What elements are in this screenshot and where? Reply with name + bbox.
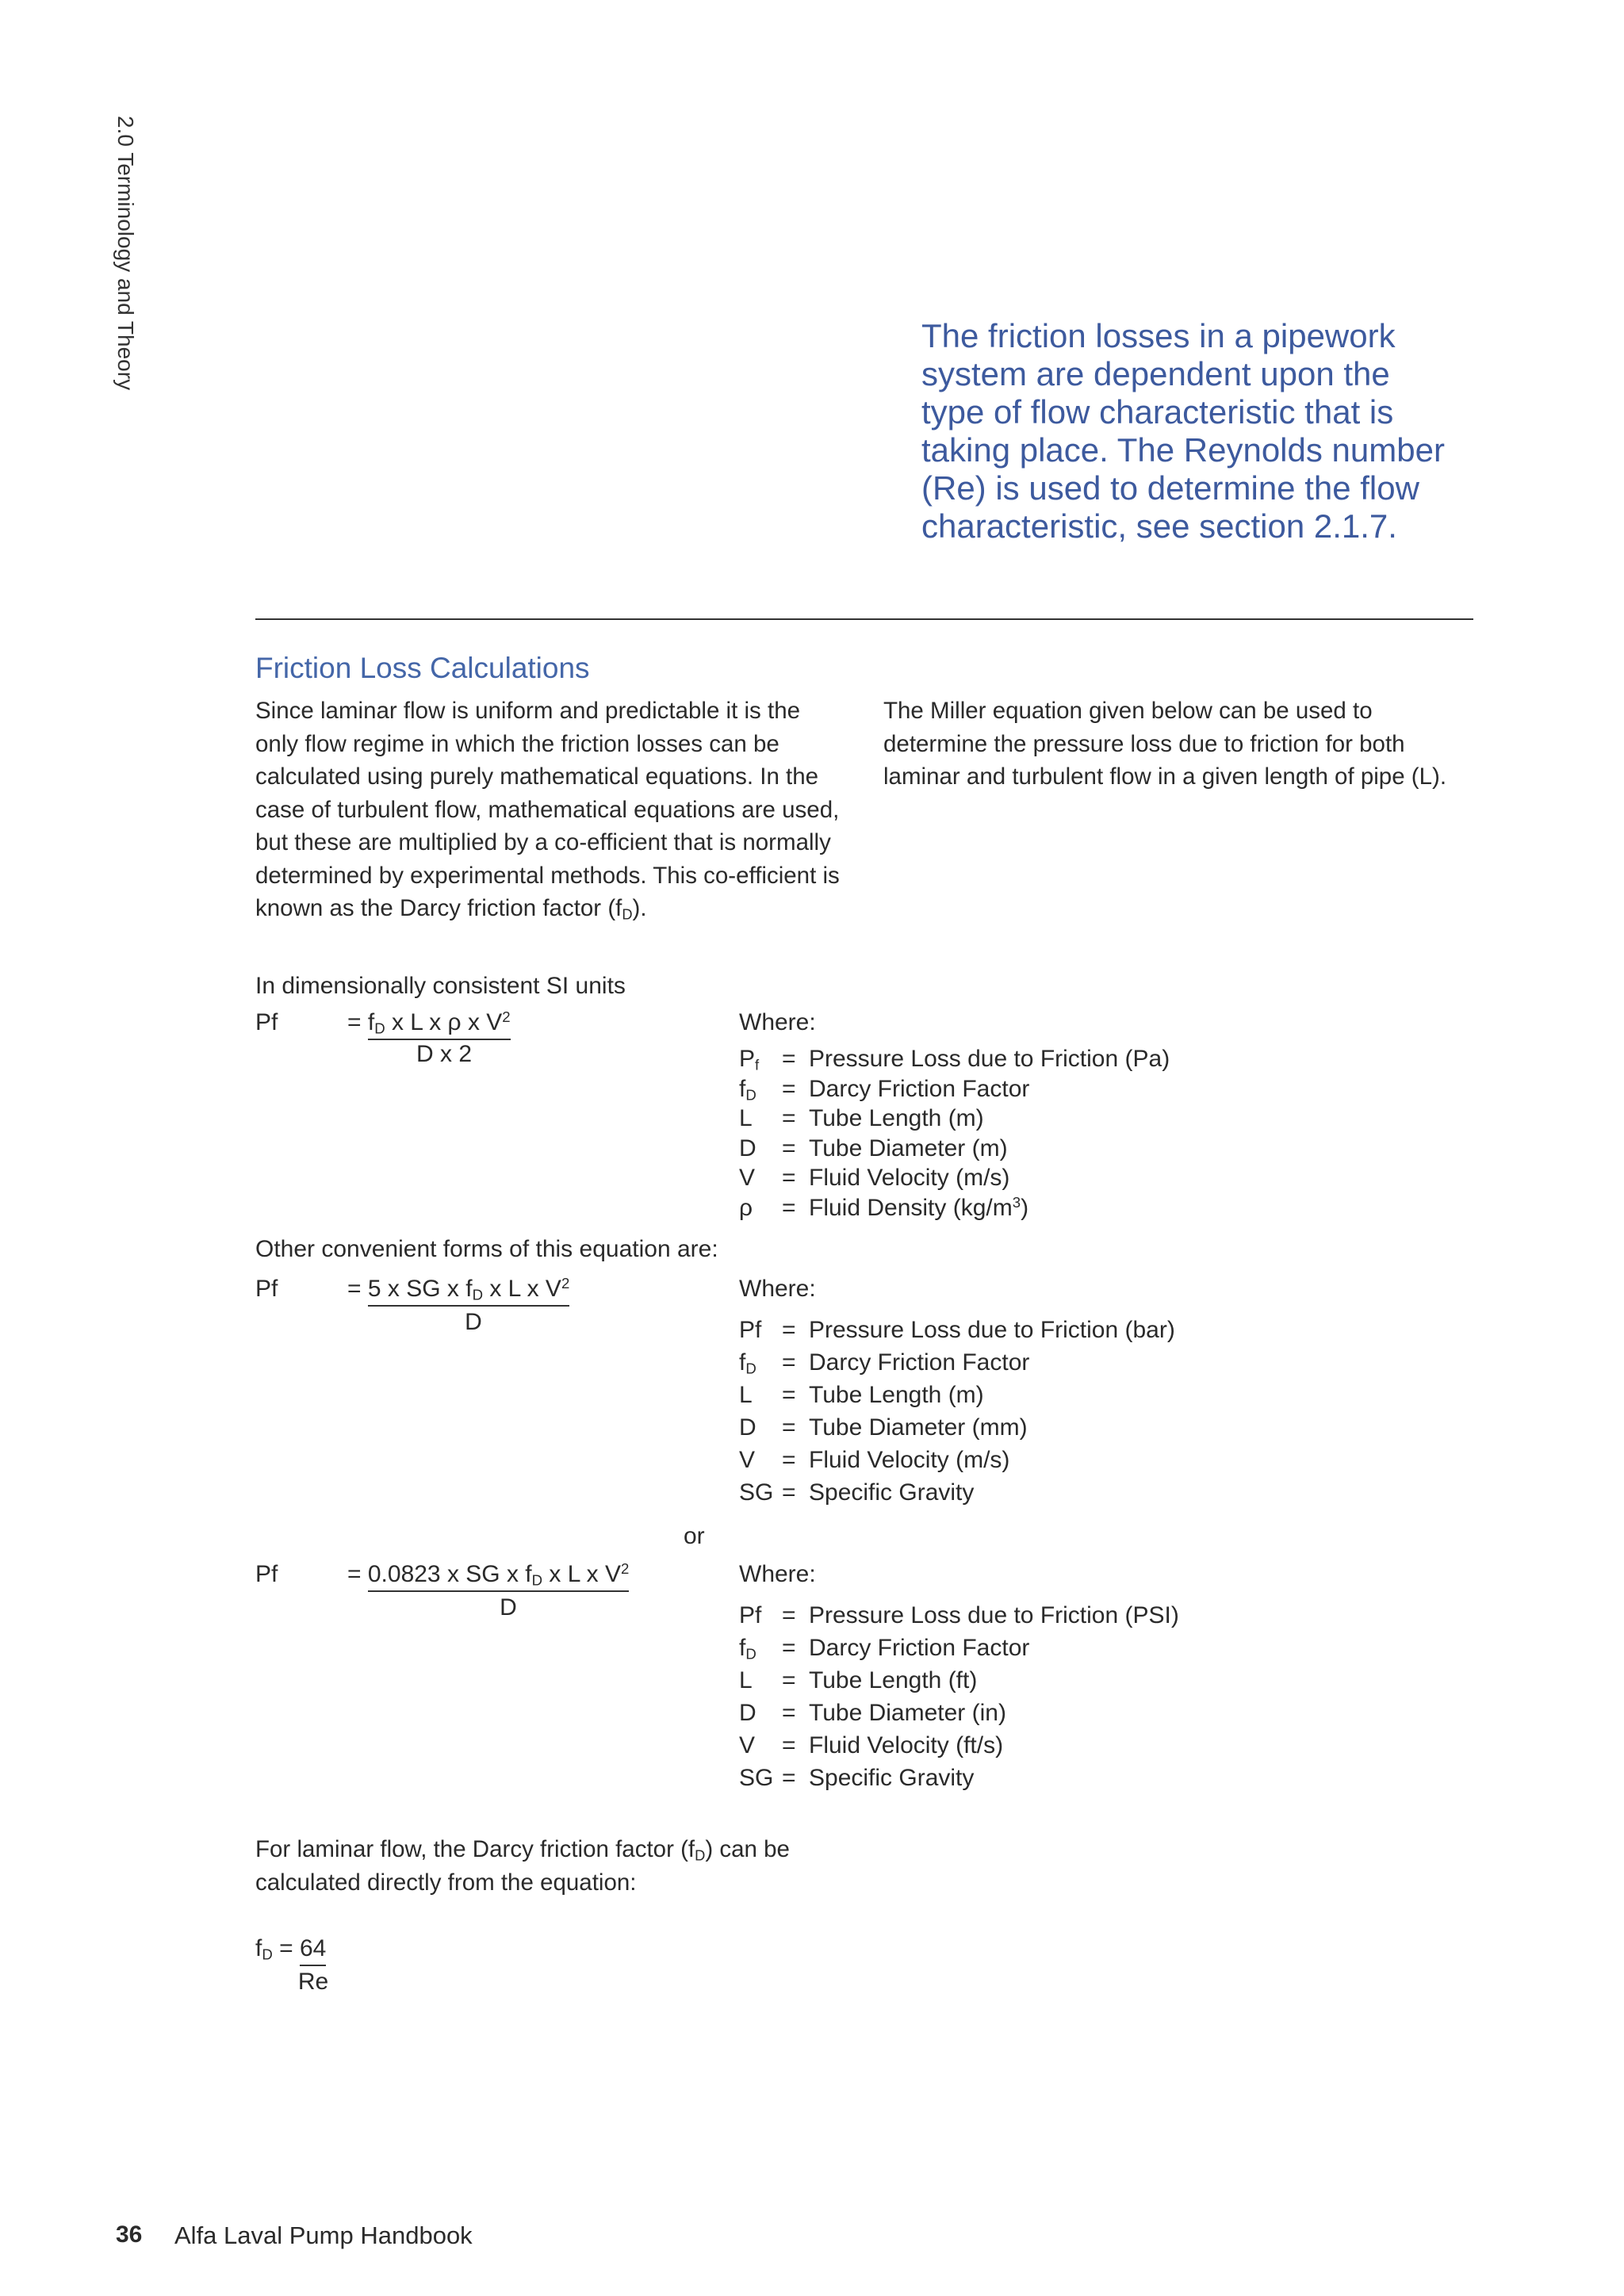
- definition-symbol: D: [739, 1700, 756, 1726]
- definition-symbol: ρ: [739, 1194, 753, 1221]
- definition-equals: =: [782, 1700, 796, 1726]
- definition-description: Fluid Velocity (m/s): [809, 1165, 1010, 1191]
- eq1-numerator: = $f_D$ x L x ρ x $V^2$: [347, 1008, 511, 1040]
- definition-description: Tube Length (m): [809, 1382, 984, 1408]
- definition-symbol: D: [739, 1414, 756, 1441]
- definition-symbol: SG: [739, 1479, 774, 1506]
- definitions-list-3: [739, 1601, 1294, 1808]
- definition-symbol: $f_D$: [739, 1075, 756, 1104]
- definition-symbol: V: [739, 1732, 756, 1758]
- definition-symbol: Pf: [739, 1602, 762, 1628]
- definition-description: Specific Gravity: [809, 1479, 975, 1506]
- definition-equals: =: [782, 1382, 796, 1408]
- definition-description: Darcy Friction Factor: [809, 1349, 1030, 1376]
- definition-symbol: Pf: [739, 1317, 762, 1343]
- definition-symbol: SG: [739, 1765, 774, 1791]
- definition-equals: =: [782, 1414, 796, 1441]
- or-separator: or: [684, 1523, 705, 1549]
- definition-description: Fluid Velocity (ft/s): [809, 1732, 1004, 1758]
- definition-equals: =: [782, 1602, 796, 1628]
- eq1-denominator: D x 2: [416, 1041, 473, 1067]
- definition-symbol: L: [739, 1667, 753, 1693]
- eq3-denominator: D: [500, 1594, 517, 1621]
- definition-description: Fluid Density $(kg/m^3)$: [809, 1193, 1029, 1221]
- definition-equals: =: [782, 1105, 796, 1131]
- eq2-numerator: = 5 x SG x $f_D$ x L x $V^2$: [347, 1275, 569, 1307]
- section-side-label: 2.0 Terminology and Theory: [113, 116, 138, 391]
- definition-description: Tube Length (ft): [809, 1667, 978, 1693]
- eq2-label: Pf: [255, 1276, 278, 1302]
- definition-equals: =: [782, 1046, 796, 1072]
- si-units-intro: In dimensionally consistent SI units: [255, 973, 626, 999]
- definition-description: Specific Gravity: [809, 1765, 975, 1791]
- definition-symbol: $P_f$: [739, 1046, 760, 1073]
- definition-description: Pressure Loss due to Friction (PSI): [809, 1602, 1179, 1628]
- definition-equals: =: [782, 1635, 796, 1661]
- definition-equals: =: [782, 1765, 796, 1791]
- definition-description: Tube Length (m): [809, 1105, 984, 1131]
- where-label-2: Where:: [739, 1276, 816, 1302]
- eq3-numerator: = 0.0823 x SG x $f_D$ x L x $V^2$: [347, 1560, 629, 1592]
- definition-description: Pressure Loss due to Friction (bar): [809, 1317, 1175, 1343]
- definition-equals: =: [782, 1317, 796, 1343]
- other-forms-intro: Other convenient forms of this equation are:: [255, 1236, 718, 1262]
- definition-equals: =: [782, 1194, 796, 1221]
- eq2-denominator: D: [465, 1309, 482, 1335]
- definition-equals: =: [782, 1667, 796, 1693]
- definition-symbol: $f_D$: [739, 1349, 756, 1377]
- eq3-label: Pf: [255, 1561, 278, 1587]
- definition-equals: =: [782, 1349, 796, 1376]
- definition-equals: =: [782, 1165, 796, 1191]
- where-label-1: Where:: [739, 1009, 816, 1035]
- footer-title: Alfa Laval Pump Handbook: [174, 2221, 473, 2249]
- definition-equals: =: [782, 1447, 796, 1473]
- definition-equals: =: [782, 1479, 796, 1506]
- intro-paragraph-right: The Miller equation given below can be used to determine the pressure loss due to friction for both laminar and turbulent flow in a given length of pipe (L).: [883, 698, 1447, 790]
- definition-description: Tube Diameter (m): [809, 1135, 1008, 1161]
- pull-quote: The friction losses in a pipework system are dependent upon the type of flow characteristic that is taking place. The Reynolds number (Re) is used to determine the flow characteristic, see section 2.1.7.: [921, 317, 1445, 545]
- definition-symbol: V: [739, 1447, 756, 1473]
- eq1-label: Pf: [255, 1009, 278, 1035]
- page-number: 36: [116, 2221, 143, 2248]
- eq4-lhs: $f_D = 64$: [255, 1934, 326, 1966]
- definition-description: Tube Diameter (mm): [809, 1414, 1028, 1441]
- definition-equals: =: [782, 1075, 796, 1102]
- definitions-list-2: [739, 1316, 1294, 1522]
- definition-symbol: V: [739, 1165, 756, 1191]
- section-heading: Friction Loss Calculations: [255, 652, 590, 684]
- definition-description: Darcy Friction Factor: [809, 1075, 1030, 1102]
- eq4-denominator: Re: [297, 1969, 329, 1995]
- definition-description: Darcy Friction Factor: [809, 1635, 1030, 1661]
- definition-description: Fluid Velocity (m/s): [809, 1447, 1010, 1473]
- where-label-3: Where:: [739, 1561, 816, 1587]
- intro-paragraph-left: Since laminar flow is uniform and predictable it is the only flow regime in which the friction losses can be calculated using purely mathematical equations. In the case of turbulent flow, mathematical equations are used, but these are multiplied by a co-efficient that is normally determined by experimental methods. This co-efficient is known as the Darcy friction factor $(f_D)$.: [255, 698, 840, 923]
- definition-equals: =: [782, 1732, 796, 1758]
- laminar-paragraph: For laminar flow, the Darcy friction factor $(f_D)$ can be calculated directly from the equation:: [255, 1836, 790, 1896]
- definition-equals: =: [782, 1135, 796, 1161]
- definition-description: Pressure Loss due to Friction (Pa): [809, 1046, 1170, 1072]
- definition-symbol: D: [739, 1135, 756, 1161]
- definition-symbol: L: [739, 1105, 753, 1131]
- definition-symbol: L: [739, 1382, 753, 1408]
- horizontal-divider: [255, 618, 1473, 620]
- definition-symbol: $f_D$: [739, 1635, 756, 1663]
- definitions-list-1: [739, 1045, 1294, 1227]
- definition-description: Tube Diameter (in): [809, 1700, 1006, 1726]
